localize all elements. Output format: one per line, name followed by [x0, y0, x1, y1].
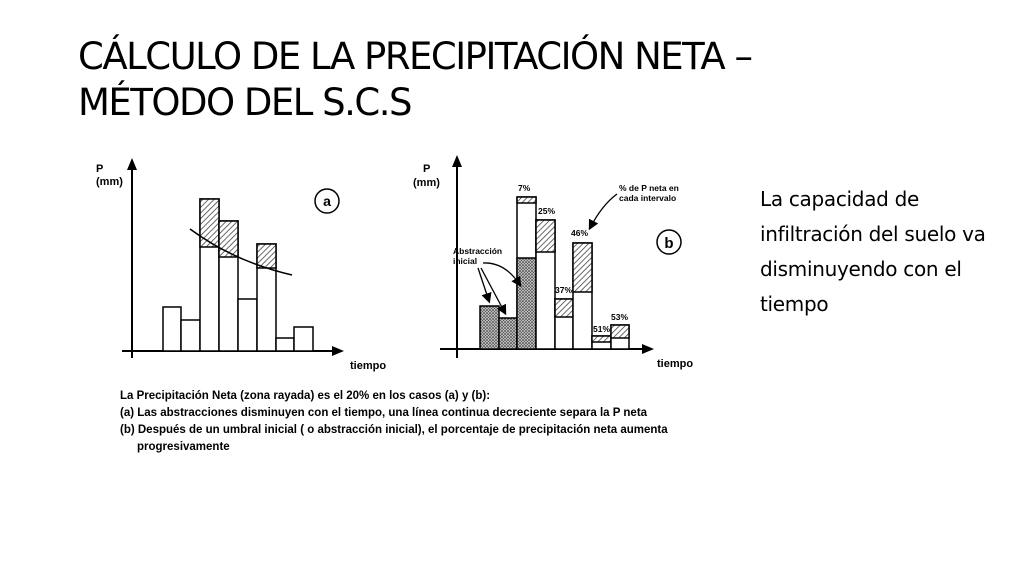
- panel-b-bar-4-net: [536, 220, 555, 252]
- panel-a-y-label-mm: (mm): [96, 176, 123, 188]
- panel-b-y-label-mm: (mm): [413, 177, 440, 189]
- panel-a: [96, 158, 386, 372]
- side-text: La capacidad de infiltración del suelo va disminuyendo con el tiempo: [760, 187, 986, 316]
- panel-a-bar-4-net: [219, 221, 238, 257]
- pct-label-bar-5: 37%: [555, 285, 573, 295]
- annotation-pnet-line2: cada intervalo: [619, 193, 677, 203]
- panel-b-bar-1: [480, 306, 499, 349]
- panel-b-x-label: tiempo: [657, 358, 694, 370]
- annotation-abs-line2: inicial: [453, 256, 478, 266]
- panel-a-badge: a: [323, 193, 331, 209]
- panel-b-bar-7-net: [592, 336, 611, 342]
- figure-caption: [120, 388, 760, 456]
- panel-b-x-arrow: [642, 344, 654, 354]
- caption-line-2: (a) Las abstracciones disminuyen con el tiempo, una línea continua decreciente separa la P neta: [120, 407, 648, 419]
- panel-b-bar-8-net: [611, 325, 629, 338]
- caption-line-1: La Precipitación Neta (zona rayada) es el 20% en los casos (a) y (b):: [120, 390, 491, 402]
- panel-b-bar-5-net: [555, 299, 573, 317]
- panel-a-x-arrow: [332, 346, 344, 356]
- title-line-1: CÁLCULO DE LA PRECIPITACIÓN NETA –: [78, 35, 752, 78]
- panel-a-bar-1: [163, 307, 181, 351]
- panel-a-bar-8: [294, 327, 313, 351]
- caption-line-3: (b) Después de un umbral inicial ( o abstracción inicial), el porcentaje de precipitación neta aumenta: [120, 424, 668, 436]
- pct-label-bar-4: 25%: [538, 206, 556, 216]
- pct-label-bar-6: 46%: [571, 228, 589, 238]
- panel-a-y-label-p: P: [96, 163, 104, 175]
- panel-a-x-label: tiempo: [350, 360, 387, 372]
- panel-b-bar-3-abs: [517, 258, 536, 349]
- panel-b-bar-6-net: [573, 243, 592, 292]
- pct-label-bar-7: 51%: [593, 324, 611, 334]
- annotation-pnet-line1: % de P neta en: [619, 183, 679, 193]
- panel-b-y-arrow: [452, 155, 462, 167]
- annotation-pnet-arrow: [590, 194, 617, 228]
- panel-a-bar-3-net: [200, 199, 219, 247]
- panel-b-y-label-p: P: [423, 163, 431, 175]
- annotation-abs-line1: Abstracción: [453, 246, 503, 256]
- panel-a-bar-5: [238, 299, 257, 351]
- panel-b-badge: b: [664, 235, 674, 252]
- panel-b-bar-2: [499, 318, 517, 349]
- panel-a-bar-7: [276, 338, 294, 351]
- panel-a-bar-2: [181, 320, 200, 351]
- panel-b: [413, 155, 693, 370]
- pct-label-bar-8: 53%: [611, 312, 629, 322]
- pct-label-bar-3: 7%: [518, 183, 531, 193]
- panel-b-bar-3-net: [517, 197, 536, 203]
- title-line-2: MÉTODO DEL S.C.S: [78, 81, 411, 124]
- caption-line-4: progresivamente: [137, 441, 230, 453]
- panel-a-bar-6-net: [257, 244, 276, 268]
- panel-a-y-arrow: [127, 158, 137, 170]
